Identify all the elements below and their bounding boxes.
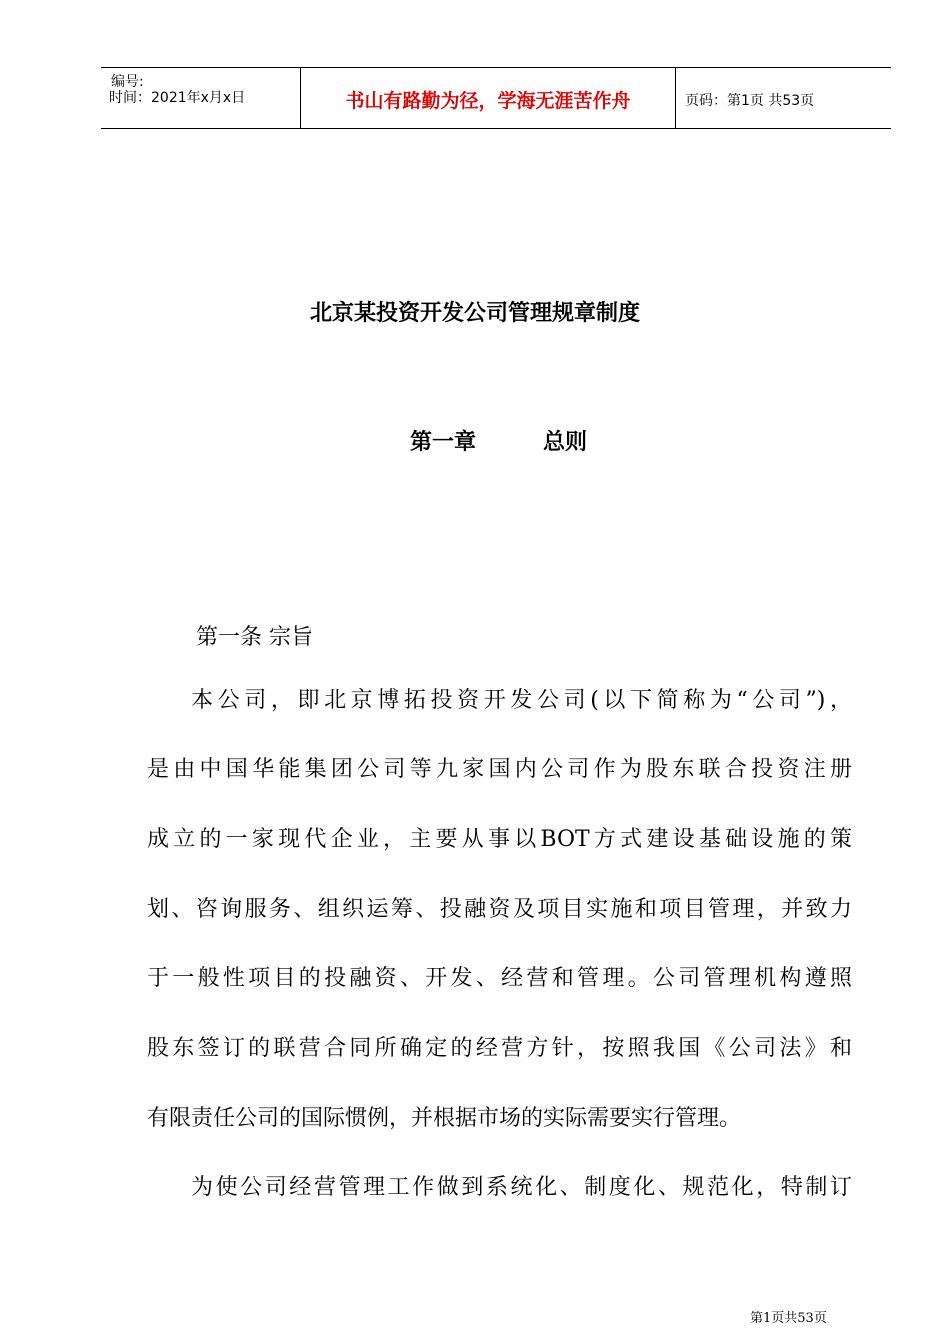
- time-label: 时间：2021年x月x日: [109, 90, 246, 106]
- body-line: 有限责任公司的国际惯例，并根据市场的实际需要实行管理。: [147, 1106, 742, 1131]
- body-line: 于一般性项目的投融资、开发、经营和管理。公司管理机构遵照: [147, 966, 852, 991]
- page-header: [101, 67, 891, 129]
- body-line: 本公司，即北京博拓投资开发公司(以下简称为“公司”)，: [191, 688, 852, 713]
- header-page-cell: [676, 68, 891, 128]
- body-line: 股东签订的联营合同所确定的经营方针，按照我国《公司法》和: [147, 1036, 852, 1061]
- body-line: 是由中国华能集团公司等九家国内公司作为股东联合投资注册: [147, 757, 852, 782]
- body-line: 为使公司经营管理工作做到系统化、制度化、规范化，特制订: [191, 1175, 852, 1200]
- header-motto-cell: [301, 68, 676, 128]
- article-heading: 第一条 宗旨: [196, 625, 313, 650]
- header-page-info: 页码：第1页 共53页: [685, 93, 815, 109]
- document-title: 北京某投资开发公司管理规章制度: [309, 301, 640, 326]
- chapter-name: 总则: [543, 430, 588, 455]
- body-line: 划、咨询服务、组织运筹、投融资及项目实施和项目管理，并致力: [147, 897, 852, 922]
- header-motto: 书山有路勤为径，学海无涯苦作舟: [345, 90, 631, 112]
- chapter-number: 第一章: [410, 430, 477, 455]
- header-meta-cell: [101, 68, 301, 128]
- serial-label: 编号:: [111, 74, 144, 90]
- footer-page-info: 第1页共53页: [750, 1311, 827, 1326]
- body-line: 成立的一家现代企业，主要从事以BOT方式建设基础设施的策: [147, 827, 852, 852]
